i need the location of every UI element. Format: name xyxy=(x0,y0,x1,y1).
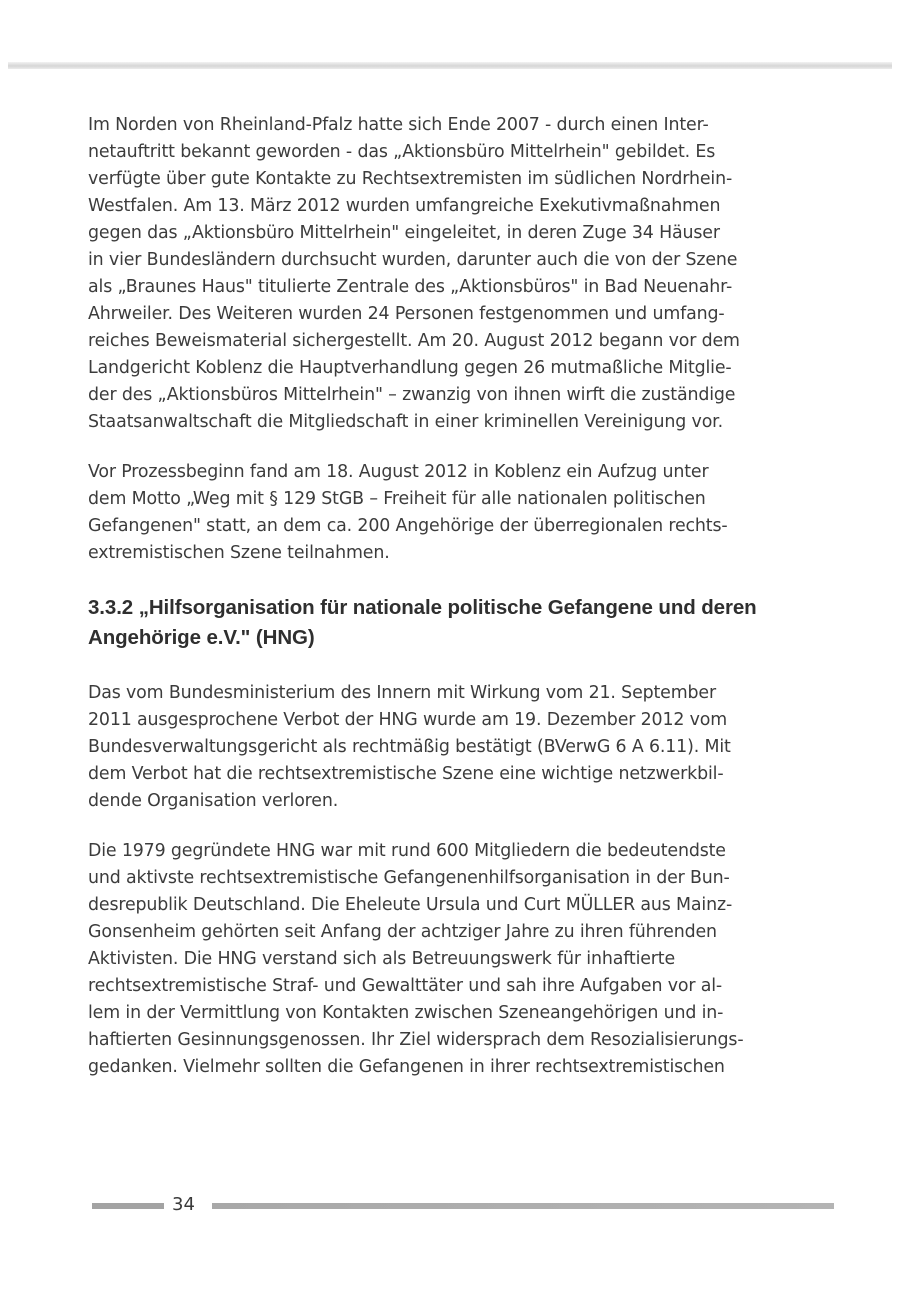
section-heading-hng: 3.3.2 „Hilfsorganisation für nationale politische Gefangene und deren Angehörige e.V." (HNG) xyxy=(88,596,757,649)
paragraph-hng-verbot: Das vom Bundesministerium des Innern mit Wirkung vom 21. September 2011 ausgesprochene Verbot der HNG wurde am 19. Dezember 2012 vom Bundesverwaltungsgericht als rechtmäßig bestätigt (BVerwG 6 A 6.11). Mit dem Verbot hat die rechtsextremistische Szene eine wichtige netzwerkbil- dende Organisation verloren. xyxy=(88,683,731,811)
page-body xyxy=(88,112,818,1081)
paragraph-aktionsbuero: Im Norden von Rheinland-Pfalz hatte sich Ende 2007 - durch einen Inter- netauftritt bekannt geworden - das „Aktionsbüro Mittelrhein" gebildet. Es verfügte über gute Kontakte zu Rechtsextremisten im südlichen Nordrhein- Westfalen. Am 13. März 2012 wurden umfangreiche Exekutivmaßnahmen gegen das „Aktionsbüro Mittelrhein" eingeleitet, in deren Zuge 34 Häuser in vier Bundesländern durchsucht wurden, darunter auch die von der Szene als „Braunes Haus" titulierte Zentrale des „Aktionsbüros" in Bad Neuenahr- Ahrweiler. Des Weiteren wurden 24 Personen festgenommen und umfang- reiches Beweismaterial sichergestellt. Am 20. August 2012 begann vor dem Landgericht Koblenz die Hauptverhandlung gegen 26 mutmaßliche Mitglie- der des „Aktionsbüros Mittelrhein" – zwanzig von ihnen wirft die zuständige Staatsanwaltschaft die Mitgliedschaft in einer kriminellen Vereinigung vor. xyxy=(88,115,740,432)
page-number: 34 xyxy=(172,1194,195,1215)
paragraph-hng-geschichte: Die 1979 gegründete HNG war mit rund 600 Mitgliedern die bedeutendste und aktivste rechtsextremistische Gefangenenhilfsorganisation in der Bun- desrepublik Deutschland. Die Eheleute Ursula und Curt MÜLLER aus Mainz- Gonsenheim gehörten seit Anfang der achtziger Jahre zu ihren führenden Aktivisten. Die HNG verstand sich als Betreuungswerk für inhaftierte rechtsextremistische Straf- und Gewalttäter und sah ihre Aufgaben vor al- lem in der Vermittlung von Kontakten zwischen Szeneangehörigen und in- haftierten Gesinnungsgenossen. Ihr Ziel widersprach dem Resozialisierungs- gedanken. Vielmehr sollten die Gefangenen in ihrer rechtsextremistischen xyxy=(88,841,744,1077)
top-divider xyxy=(8,62,892,69)
footer-bar-left xyxy=(92,1203,164,1209)
page-footer xyxy=(92,1193,834,1217)
paragraph-prozessbeginn: Vor Prozessbeginn fand am 18. August 2012 in Koblenz ein Aufzug unter dem Motto „Weg mit § 129 StGB – Freiheit für alle nationalen politischen Gefangenen" statt, an dem ca. 200 Angehörige der überregionalen rechts- extremistischen Szene teilnahmen. xyxy=(88,462,728,563)
footer-bar-right xyxy=(212,1203,834,1209)
